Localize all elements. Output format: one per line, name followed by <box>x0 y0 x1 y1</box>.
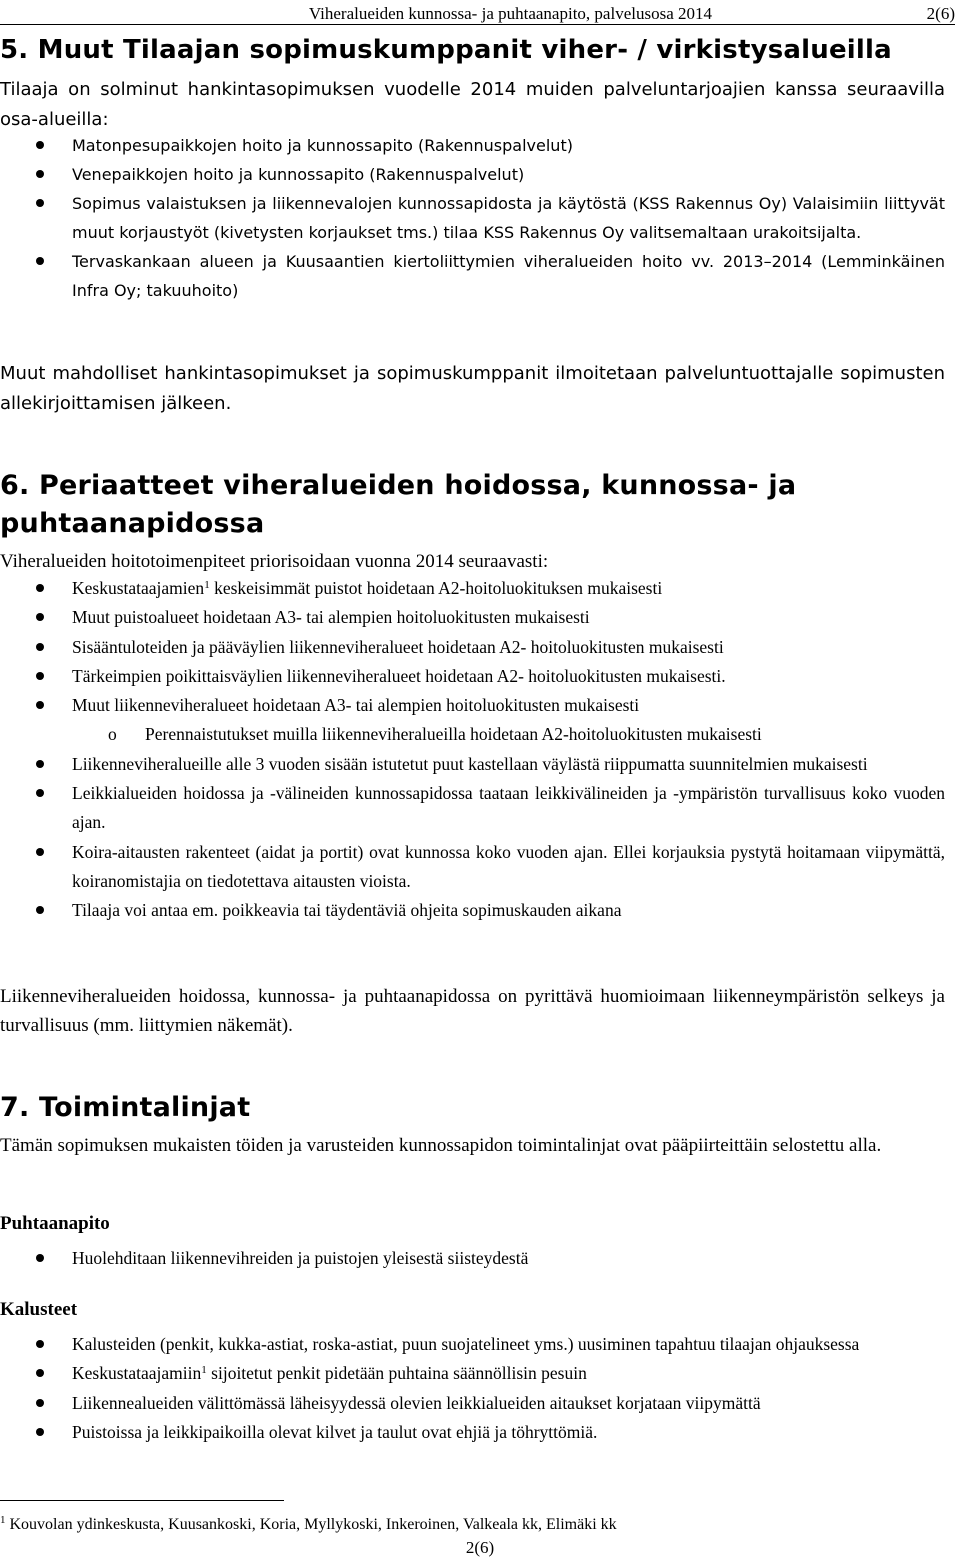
section-6-intro: Viheralueiden hoitotoimenpiteet priorisoidaan vuonna 2014 seuraavasti: <box>0 551 549 572</box>
section-6-heading: 6. Periaatteet viheralueiden hoidossa, kunnossa- ja puhtaanapidossa <box>0 470 797 539</box>
list-item: Keskustataajamiin$^1$ sijoitetut penkit pidetään puhtaina säännöllisin pesuin <box>0 1359 945 1388</box>
header-title: Viheralueiden kunnossa- ja puhtaanapito, palvelusosa 2014 <box>308 4 712 23</box>
section-5-closing: Muut mahdolliset hankintasopimukset ja sopimuskumppanit ilmoitetaan palveluntuottajalle sopimusten allekirjoittamisen jälkeen. <box>0 363 945 414</box>
bullet-icon <box>36 199 44 207</box>
bullet-icon <box>36 643 44 651</box>
list-item: Liikenneviheralueille alle 3 vuoden sisään istutetut puut kastellaan väylästä riippumatta suunnitelmien mukaisesti <box>0 750 945 779</box>
section-5-bullet-list <box>0 131 945 305</box>
footnote-reference: 1 <box>201 1364 207 1377</box>
kalusteet-subheading: Kalusteet <box>0 1299 78 1320</box>
list-item: Liikennealueiden välittömässä läheisyydessä olevien leikkialueiden aitaukset korjataan viipymättä <box>0 1389 945 1418</box>
running-header <box>0 2 955 25</box>
list-item: Tervaskankaan alueen ja Kuusaantien kiertoliittymien viheralueiden hoito vv. 2013–2014 (Lemminkäinen Infra Oy; takuuhoito) <box>0 247 945 305</box>
section-6-closing: Liikenneviheralueiden hoidossa, kunnossa- ja puhtaanapidossa on pyrittävä huomioimaan liikenneympäristön selkeys ja turvallisuus (mm. liittymien näkemät). <box>0 986 945 1036</box>
page-number: 2(6) <box>465 1538 495 1557</box>
footnote-marker: 1 <box>0 1514 6 1526</box>
bullet-icon <box>36 1340 44 1348</box>
bullet-icon <box>36 789 44 797</box>
bullet-icon <box>36 257 44 265</box>
list-item: Muut liikenneviheralueet hoidetaan A3- tai alempien hoitoluokitusten mukaisesti <box>0 691 945 720</box>
section-5-intro: Tilaaja on solminut hankintasopimuksen vuodelle 2014 muiden palveluntarjoajien kanssa seuraavilla osa-alueilla: <box>0 79 945 130</box>
list-item: Matonpesupaikkojen hoito ja kunnossapito (Rakennuspalvelut) <box>0 131 945 160</box>
bullet-icon <box>36 701 44 709</box>
puhtaanapito-bullet-list <box>0 1244 945 1273</box>
bullet-icon <box>36 1369 44 1377</box>
list-item: Kalusteiden (penkit, kukka-astiat, roska-astiat, puun suojatelineet yms.) uusiminen tapahtuu tilaajan ohjauksessa <box>0 1330 945 1359</box>
list-item: Venepaikkojen hoito ja kunnossapito (Rakennuspalvelut) <box>0 160 945 189</box>
list-item: Puistoissa ja leikkipaikoilla olevat kilvet ja taulut ovat ehjiä ja töhryttömiä. <box>0 1418 945 1447</box>
section-7-intro: Tämän sopimuksen mukaisten töiden ja varusteiden kunnossapidon toimintalinjat ovat pääpiirteittäin selostettu alla. <box>0 1135 882 1156</box>
bullet-icon <box>36 1428 44 1436</box>
list-item: Sisääntuloteiden ja pääväylien liikenneviheralueet hoidetaan A2- hoitoluokitusten mukaisesti <box>0 633 945 662</box>
sub-list-item: o Perennaistutukset muilla liikenneviheralueilla hoidetaan A2-hoitoluokitusten mukaisesti <box>0 720 945 749</box>
list-item: Sopimus valaistuksen ja liikennevalojen kunnossapidosta ja käytöstä (KSS Rakennus Oy) Valaisimiin liittyvät muut korjaustyöt (kivetysten korjaukset tms.) tilaa KSS Rakennus Oy valitsemaltaan urakoitsijalta. <box>0 189 945 247</box>
list-item: Muut puistoalueet hoidetaan A3- tai alempien hoitoluokitusten mukaisesti <box>0 603 945 632</box>
bullet-icon <box>36 584 44 592</box>
puhtaanapito-subheading: Puhtaanapito <box>0 1213 110 1234</box>
footnote-divider <box>0 1500 284 1501</box>
kalusteet-bullet-list <box>0 1330 945 1447</box>
footnote <box>0 1514 617 1536</box>
bullet-icon <box>36 848 44 856</box>
section-5-heading: 5. Muut Tilaajan sopimuskumppanit viher- / virkistysalueilla <box>0 35 892 65</box>
bullet-icon <box>36 1254 44 1262</box>
section-7-heading: 7. Toimintalinjat <box>0 1092 251 1123</box>
list-item: Huolehditaan liikennevihreiden ja puistojen yleisestä siisteydestä <box>0 1244 945 1273</box>
bullet-icon <box>36 906 44 914</box>
header-page-number: 2(6) <box>926 4 955 23</box>
footnote-reference: 1 <box>204 579 210 591</box>
footnote-text: Kouvolan ydinkeskusta, Kuusankoski, Koria, Myllykoski, Inkeroinen, Valkeala kk, Elimäki kk <box>5 1516 617 1533</box>
bullet-icon <box>36 672 44 680</box>
list-item: Tilaaja voi antaa em. poikkeavia tai täydentäviä ohjeita sopimuskauden aikana <box>0 896 945 925</box>
section-6-bullet-list <box>0 574 945 926</box>
bullet-icon <box>36 141 44 149</box>
bullet-icon <box>36 760 44 768</box>
sub-bullet-marker: o <box>108 724 117 745</box>
list-item: Keskustataajamien$^1$ keskeisimmät puistot hoidetaan A2-hoitoluokituksen mukaisesti <box>0 574 945 603</box>
bullet-icon <box>36 613 44 621</box>
list-item: Leikkialueiden hoidossa ja -välineiden kunnossapidossa taataan leikkivälineiden ja -ympäristön turvallisuus koko vuoden ajan. <box>0 779 945 838</box>
list-item: Koira-aitausten rakenteet (aidat ja portit) ovat kunnossa koko vuoden ajan. Ellei korjauksia pystytä hoitamaan viipymättä, koiranomistajia on tiedotettava aitausten vioista. <box>0 838 945 897</box>
bullet-icon <box>36 1399 44 1407</box>
bullet-icon <box>36 170 44 178</box>
list-item: Tärkeimpien poikittaisväylien liikenneviheralueet hoidetaan A2- hoitoluokitusten mukaisesti. <box>0 662 945 691</box>
